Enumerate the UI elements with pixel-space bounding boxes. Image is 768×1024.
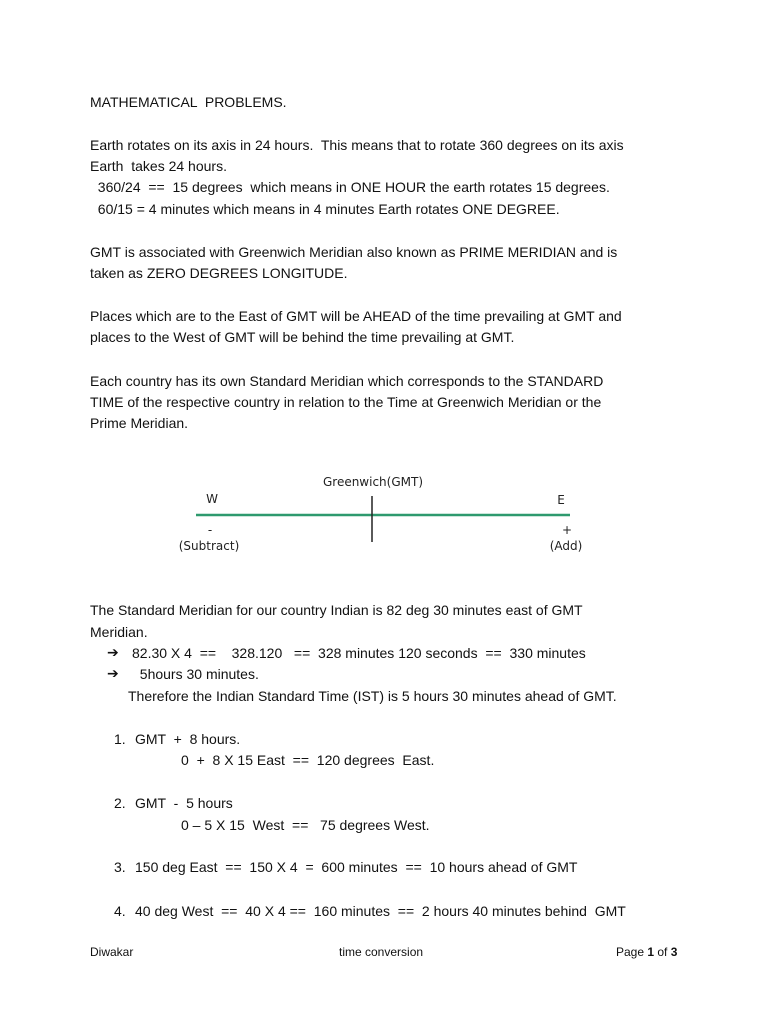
para1-line-2: Earth takes 24 hours. [90,158,227,174]
footer-title: time conversion [339,945,424,959]
west-sign: - [207,523,213,537]
east-operation: (Add) [549,539,583,553]
para2-line-1: GMT is associated with Greenwich Meridian also known as PRIME MERIDIAN and is [90,244,618,260]
item-3-text: 150 deg East == 150 X 4 = 600 minutes == 10 hours ahead of GMT [135,859,578,875]
page-current: 1 [647,945,655,959]
item-1-number: 1. [114,731,126,747]
para3-line-2: places to the West of GMT will be behind the time prevailing at GMT. [90,329,515,345]
para1-line-1: Earth rotates on its axis in 24 hours. This means that to rotate 360 degrees on its axis [90,137,624,153]
item-4-text: 40 deg West == 40 X 4 == 160 minutes == 2 hours 40 minutes behind GMT [135,903,626,919]
meridian-diagram-svg [160,468,600,568]
footer-page-number [616,942,677,962]
item-2-text: GMT - 5 hours [135,795,233,811]
page-of: of [654,945,671,959]
para4-line-3: Prime Meridian. [90,415,189,431]
west-operation: (Subtract) [178,539,240,553]
item-1-text: GMT + 8 hours. [135,731,241,747]
bullet-line-2: 5hours 30 minutes. [132,666,259,682]
para4-line-1: Each country has its own Standard Meridian which corresponds to the STANDARD [90,373,604,389]
para4-line-2: TIME of the respective country in relation to the Time at Greenwich Meridian or the [90,394,602,410]
para1-line-4: 60/15 = 4 minutes which means in 4 minutes Earth rotates ONE DEGREE. [90,201,560,217]
para5-line-2: Meridian. [90,624,148,640]
greenwich-label: Greenwich(GMT) [322,475,424,489]
para3-line-1: Places which are to the East of GMT will be AHEAD of the time prevailing at GMT and [90,308,622,324]
arrow-bullet-icon: ➔ [107,645,119,661]
footer-author: Diwakar [90,945,134,959]
item-2-sub: 0 – 5 X 15 West == 75 degrees West. [181,817,430,833]
page-prefix: Page [616,945,648,959]
east-sign: + [561,523,573,537]
item-3-number: 3. [114,859,126,875]
item-4-number: 4. [114,903,126,919]
item-2-number: 2. [114,795,126,811]
arrow-bullet-icon: ➔ [107,666,119,682]
bullet-line-1: 82.30 X 4 == 328.120 == 328 minutes 120 seconds == 330 minutes [132,645,586,661]
page-total: 3 [670,945,678,959]
item-1-sub: 0 + 8 X 15 East == 120 degrees East. [181,752,435,768]
meridian-diagram [160,468,600,568]
east-label: E [557,493,565,507]
west-label: W [206,492,218,506]
para1-line-3: 360/24 == 15 degrees which means in ONE HOUR the earth rotates 15 degrees. [90,179,610,195]
ist-conclusion: Therefore the Indian Standard Time (IST) is 5 hours 30 minutes ahead of GMT. [128,688,617,704]
para2-line-2: taken as ZERO DEGREES LONGITUDE. [90,265,348,281]
para5-line-1: The Standard Meridian for our country Indian is 82 deg 30 minutes east of GMT [90,602,583,618]
document-title: MATHEMATICAL PROBLEMS. [90,94,287,110]
